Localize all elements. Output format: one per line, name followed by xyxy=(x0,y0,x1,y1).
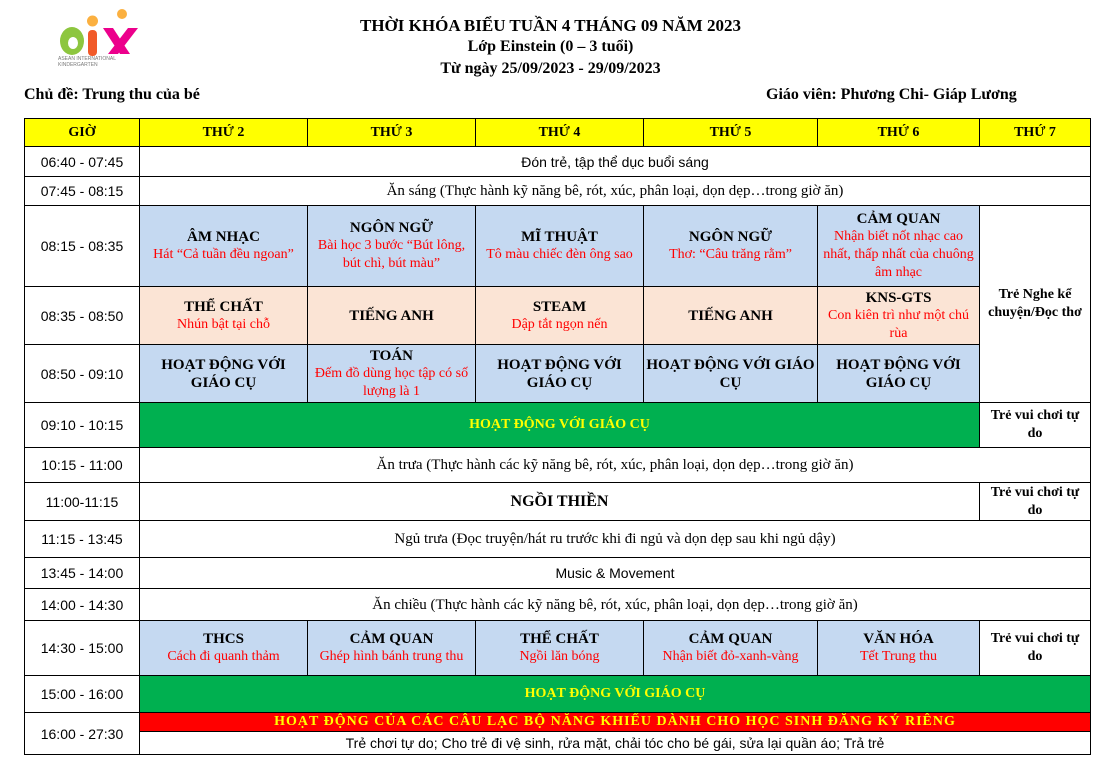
table-row xyxy=(25,589,1091,621)
lesson-cell xyxy=(818,206,980,287)
col-header-time: GIỜ xyxy=(25,119,140,147)
lesson-detail: Ghép hình bánh trung thu xyxy=(319,649,464,664)
lesson-detail: Nhận biết đỏ-xanh-vàng xyxy=(662,649,799,664)
lesson-subject: KNS-GTS xyxy=(865,289,932,306)
table-row xyxy=(25,621,1091,676)
lesson-subject: CẢM QUAN xyxy=(856,211,941,227)
schedule-title: THỜI KHÓA BIỂU TUẦN 4 THÁNG 09 NĂM 2023 xyxy=(360,16,741,35)
lesson-subject: NGÔN NGỮ xyxy=(688,229,773,245)
lesson-detail: Con kiên trì như một chú rùa xyxy=(828,307,969,341)
time-cell: 08:35 - 08:50 xyxy=(25,287,140,345)
club-activity-banner: HOẠT ĐỘNG CỦA CÁC CÂU LẠC BỘ NĂNG KHIẾU DÀNH CHO HỌC SINH ĐĂNG KÝ RIÊNG xyxy=(140,713,1091,732)
saturday-activity: Trẻ vui chơi tự do xyxy=(980,403,1091,448)
lesson-subject: NGÔN NGỮ xyxy=(349,220,434,236)
lesson-detail: Đếm đồ dùng học tập có số lượng là 1 xyxy=(314,365,469,399)
logo-caption: ASEAN INTERNATIONAL KINDERGARTEN xyxy=(58,56,116,68)
time-cell: 06:40 - 07:45 xyxy=(25,147,140,177)
activity-cell: Music & Movement xyxy=(140,558,1091,589)
time-cell: 14:00 - 14:30 xyxy=(25,589,140,621)
lesson-cell xyxy=(818,345,980,403)
time-cell: 07:45 - 08:15 xyxy=(25,177,140,206)
table-row xyxy=(25,676,1091,713)
table-row xyxy=(25,448,1091,483)
topic-label: Chủ đề: Trung thu của bé xyxy=(24,86,200,103)
lesson-detail: Ngồi lăn bóng xyxy=(519,649,600,664)
time-cell: 11:00-11:15 xyxy=(25,483,140,521)
col-header-wed: THỨ 4 xyxy=(476,119,644,147)
lesson-cell xyxy=(140,345,308,403)
lesson-detail: Thơ: “Câu trăng rằm” xyxy=(669,247,792,262)
table-row xyxy=(25,287,1091,345)
lesson-detail: Tết Trung thu xyxy=(859,649,937,664)
table-row xyxy=(25,177,1091,206)
timetable xyxy=(24,118,1091,755)
activity-cell: Trẻ chơi tự do; Cho trẻ đi vệ sinh, rửa mặt, chải tóc cho bé gái, sửa lại quần áo; Trả trẻ xyxy=(140,732,1091,755)
lesson-subject: CẢM QUAN xyxy=(688,631,773,647)
lesson-cell xyxy=(644,206,818,287)
activity-cell: Ngủ trưa (Đọc truyện/hát ru trước khi đi ngủ và dọn dẹp sau khi ngủ dậy) xyxy=(140,521,1091,558)
table-row xyxy=(25,403,1091,448)
lesson-cell xyxy=(140,206,308,287)
table-row xyxy=(25,732,1091,755)
lesson-detail: Nhún bật tại chỗ xyxy=(177,316,270,332)
time-cell: 16:00 - 27:30 xyxy=(25,713,140,755)
lesson-cell xyxy=(308,621,476,676)
activity-cell: Ăn chiều (Thực hành các kỹ năng bê, rót, xúc, phân loại, dọn dẹp…trong giờ ăn) xyxy=(140,589,1091,621)
header-row xyxy=(25,119,1091,147)
time-cell: 08:15 - 08:35 xyxy=(25,206,140,287)
lesson-cell xyxy=(308,345,476,403)
table-row xyxy=(25,713,1091,732)
lesson-subject: HOẠT ĐỘNG VỚI GIÁO CỤ xyxy=(161,356,286,391)
lesson-cell xyxy=(308,287,476,345)
saturday-activity: Trẻ vui chơi tự do xyxy=(980,621,1091,676)
table-row xyxy=(25,558,1091,589)
table-row xyxy=(25,147,1091,177)
lesson-subject: STEAM xyxy=(532,298,587,315)
activity-cell: NGỒI THIỀN xyxy=(140,483,980,521)
lesson-cell xyxy=(644,287,818,345)
saturday-activity: Trẻ vui chơi tự do xyxy=(980,483,1091,521)
col-header-sat: THỨ 7 xyxy=(980,119,1091,147)
lesson-cell xyxy=(818,287,980,345)
lesson-subject: THỂ CHẤT xyxy=(520,631,599,647)
table-row xyxy=(25,521,1091,558)
time-cell: 11:15 - 13:45 xyxy=(25,521,140,558)
time-cell: 15:00 - 16:00 xyxy=(25,676,140,713)
teacher-label: Giáo viên: Phương Chi- Giáp Lương xyxy=(766,86,1017,103)
activity-banner-green: HOẠT ĐỘNG VỚI GIÁO CỤ xyxy=(140,403,980,448)
lesson-subject: HOẠT ĐỘNG VỚI GIÁO CỤ xyxy=(497,356,622,391)
time-cell: 08:50 - 09:10 xyxy=(25,345,140,403)
lesson-subject: TOÁN xyxy=(369,347,414,364)
lesson-detail: Nhận biết nốt nhạc cao nhất, thấp nhất của chuông âm nhạc xyxy=(823,229,974,280)
lesson-cell xyxy=(476,287,644,345)
lesson-detail: Tô màu chiếc đèn ông sao xyxy=(486,247,633,262)
time-cell: 09:10 - 10:15 xyxy=(25,403,140,448)
lesson-detail: Bài học 3 bước “Bút lông, bút chì, bút màu” xyxy=(317,238,466,271)
table-row xyxy=(25,206,1091,287)
lesson-subject: THỂ CHẤT xyxy=(184,298,263,315)
date-range: Từ ngày 25/09/2023 - 29/09/2023 xyxy=(440,60,661,77)
saturday-activity: Trẻ Nghe kể chuyện/Đọc thơ xyxy=(980,206,1091,403)
col-header-thu: THỨ 5 xyxy=(644,119,818,147)
lesson-cell xyxy=(476,621,644,676)
lesson-detail: Dập tắt ngọn nến xyxy=(511,316,608,332)
lesson-detail: Hát “Cả tuần đều ngoan” xyxy=(153,247,294,262)
lesson-cell xyxy=(476,345,644,403)
activity-cell: Ăn trưa (Thực hành các kỹ năng bê, rót, xúc, phân loại, dọn dẹp…trong giờ ăn) xyxy=(140,448,1091,483)
lesson-cell xyxy=(476,206,644,287)
lesson-subject: THCS xyxy=(203,631,244,647)
col-header-mon: THỨ 2 xyxy=(140,119,308,147)
lesson-subject: TIẾNG ANH xyxy=(349,307,434,324)
lesson-subject: VĂN HÓA xyxy=(863,631,934,647)
table-row xyxy=(25,483,1091,521)
activity-cell: Ăn sáng (Thực hành kỹ năng bê, rót, xúc, phân loại, dọn dẹp…trong giờ ăn) xyxy=(140,177,1091,206)
lesson-subject: CẢM QUAN xyxy=(349,631,434,647)
lesson-subject: HOẠT ĐỘNG VỚI GIÁO CỤ xyxy=(836,356,961,391)
activity-cell: Đón trẻ, tập thể dục buổi sáng xyxy=(140,147,1091,177)
table-row xyxy=(25,345,1091,403)
col-header-tue: THỨ 3 xyxy=(308,119,476,147)
lesson-subject: ÂM NHẠC xyxy=(187,229,260,245)
lesson-cell xyxy=(308,206,476,287)
col-header-fri: THỨ 6 xyxy=(818,119,980,147)
lesson-subject: MĨ THUẬT xyxy=(521,229,598,245)
lesson-cell xyxy=(818,621,980,676)
lesson-subject: TIẾNG ANH xyxy=(688,307,773,324)
time-cell: 13:45 - 14:00 xyxy=(25,558,140,589)
lesson-subject: HOẠT ĐỘNG VỚI GIÁO CỤ xyxy=(646,356,815,391)
lesson-cell xyxy=(644,621,818,676)
lesson-cell xyxy=(140,287,308,345)
activity-banner-green: HOẠT ĐỘNG VỚI GIÁO CỤ xyxy=(140,676,1091,713)
time-cell: 14:30 - 15:00 xyxy=(25,621,140,676)
lesson-cell xyxy=(644,345,818,403)
time-cell: 10:15 - 11:00 xyxy=(25,448,140,483)
lesson-detail: Cách đi quanh thảm xyxy=(167,649,280,664)
class-name: Lớp Einstein (0 – 3 tuổi) xyxy=(467,38,634,55)
lesson-cell xyxy=(140,621,308,676)
